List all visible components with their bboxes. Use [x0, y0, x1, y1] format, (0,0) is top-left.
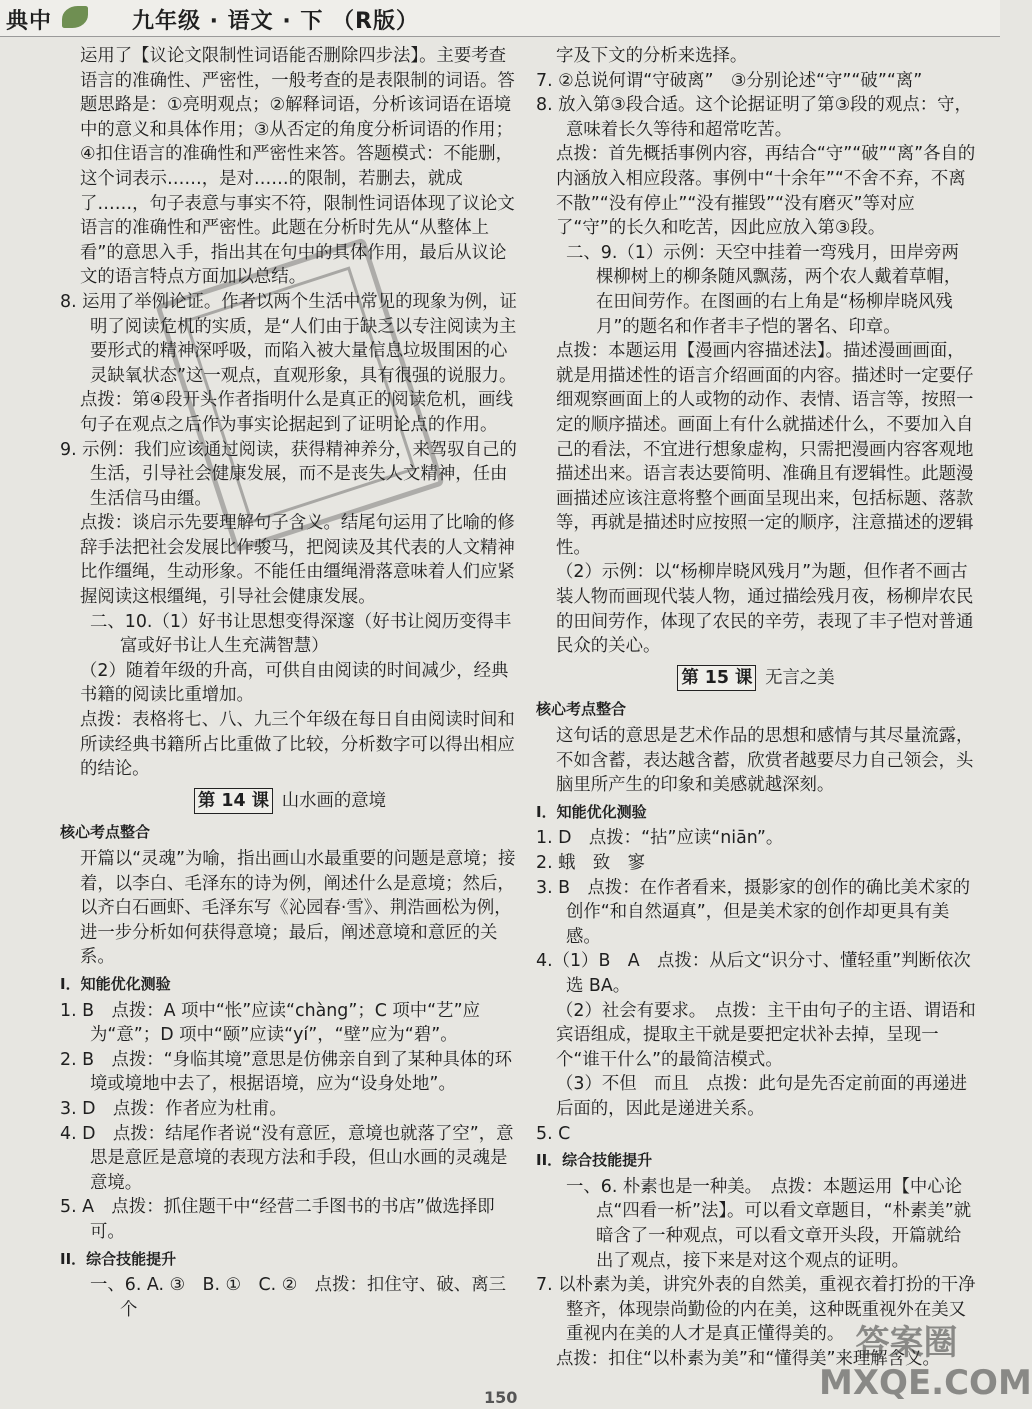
leaf-icon — [62, 6, 88, 28]
left-column — [60, 44, 520, 1322]
lesson-number: 第 14 课 — [194, 788, 273, 815]
lesson-number: 第 15 课 — [677, 665, 756, 692]
answer-paragraph: 二、9.（1）示例：天空中挂着一弯残月，田岸旁两棵柳树上的柳条随风飘荡，两个农人戴着草帽，在田间劳作。在图画的右上角是“杨柳岸晓风残月”的题名和作者丰子恺的署名、印章。 — [566, 242, 962, 337]
section-heading: II．综合技能提升 — [536, 1151, 653, 1170]
lesson-heading — [60, 788, 520, 815]
lesson-heading — [536, 665, 976, 692]
answer-paragraph: 点拨：表格将七、八、九三个年级在每日自由阅读时间和所读经典书籍所占比重做了比较，分析数字可以得出相应的结论。 — [80, 710, 515, 780]
answer-paragraph: 一、6. 朴素也是一种美。 点拨：本题运用【中心论点“四看一析”法】。可以看文章题目，“朴素美”就暗含了一种观点，可以看文章开头段，开篇就给出了观点，接下来是对这个观点的证明。 — [566, 1176, 972, 1271]
answer-paragraph: 4.（1）B A 点拨：从后文“识分寸、懂轻重”判断依次选 BA。 — [536, 951, 971, 996]
answer-paragraph: 点拨：谈启示先要理解句子含义。结尾句运用了比喻的修辞手法把社会发展比作骏马，把阅读及其代表的人文精神比作缰绳，生动形象。不能任由缰绳滑落意味着人们应紧握阅读这根缰绳，引导社会健康发展。 — [80, 513, 515, 608]
answer-paragraph: 开篇以“灵魂”为喻，指出画山水最重要的问题是意境；接着，以李白、毛泽东的诗为例，阐述什么是意境；然后，以齐白石画虾、毛泽东写《沁园春·雪》、荆浩画松为例，进一步分析如何获得意境；最后，阐述意境和意匠的关系。 — [80, 849, 516, 968]
answer-paragraph: 点拨：第④段开头作者指明什么是真正的阅读危机，画线句子在观点之后作为事实论据起到了证明论点的作用。 — [80, 390, 513, 435]
answer-paragraph: （2）示例：以“杨柳岸晓风残月”为题，但作者不画古装人物而画现代装人物，通过描绘残月夜，杨柳岸农民的田间劳作，体现了农民的辛劳，表现了丰子恺对普通民众的关心。 — [556, 562, 974, 657]
answer-paragraph: 7. ②总说何谓“守破离” ③分别论述“守”“破”“离” — [536, 70, 923, 91]
section-heading: 核心考点整合 — [536, 700, 627, 719]
lesson-title: 山水画的意境 — [281, 790, 387, 811]
answer-paragraph: 点拨：本题运用【漫画内容描述法】。描述漫画画面，就是用描述性的语言介绍画面的内容。描述时一定要仔细观察画面上的人或物的动作、表情、语言等，按照一定的顺序描述。画面上有什么就描述什么，不要加入自己的看法，不宜进行想象虚构，只需把漫画内容客观地描述出来。语言表达要简明、准确且有逻辑性。此题漫画描述应该注意将整个画面呈现出来，包括标题、落款等，再就是描述时应按照一定的顺序，注意描述的逻辑性。 — [556, 341, 974, 558]
answer-paragraph: 1. D 点拨：“拈”应读“niān”。 — [536, 828, 784, 849]
answer-paragraph: 运用了【议论文限制性词语能否删除四步法】。主要考查语言的准确性、严密性，一般考查的是表限制的词语。答题思路是：①亮明观点；②解释词语，分析该词语在语境中的意义和具体作用；③从否定的角度分析词语的作用；④扣住语言的准确性和严密性来答。答题模式：不能删，这个词表示……，是对……的限制，若删去，就成了……，句子表意与事实不符，限制性词语体现了议论文语言的准确性和严密性。此题在分析时先从“从整体上看”的意思入手，指出其在句中的具体作用，最后从议论文的语言特点方面加以总结。 — [80, 46, 515, 288]
answer-paragraph: 这句话的意思是艺术作品的思想和感情与其尽量流露，不如含蓄，表达越含蓄，欣赏者越要尽力自己领会，头脑里所产生的印象和美感就越深刻。 — [556, 726, 974, 796]
answer-paragraph: 点拨：扣住“以朴素为美”和“懂得美”来理解含义。 — [556, 1348, 940, 1369]
answer-paragraph: 一、6. A. ③ B. ① C. ② 点拨：扣住守、破、离三个 — [90, 1275, 506, 1320]
answer-paragraph: 3. B 点拨：在作者看来，摄影家的创作的确比美术家的创作“和自然逼真”，但是美术家的创作却更具有美感。 — [536, 877, 971, 947]
answer-paragraph: 8. 运用了举例论证。作者以两个生活中常见的现象为例，证明了阅读危机的实质，是“人们由于缺乏以专注阅读为主要形式的精神深呼吸，而陷入被大量信息垃圾围困的心灵缺氧状态”这一观点，直观形象，具有很强的说服力。 — [60, 291, 517, 386]
answer-paragraph: （2）随着年级的升高，可供自由阅读的时间减少，经典书籍的阅读比重增加。 — [80, 660, 509, 706]
section-heading: 核心考点整合 — [60, 823, 151, 842]
answer-paragraph: 5. C — [536, 1123, 571, 1144]
page-number: 150 — [484, 1388, 518, 1407]
lesson-title: 无言之美 — [765, 667, 835, 688]
right-column — [536, 44, 976, 1371]
section-heading: I．知能优化测验 — [536, 802, 647, 821]
answer-paragraph: 2. 蛾 致 寥 — [536, 853, 646, 873]
answer-paragraph: 9. 示例：我们应该通过阅读，获得精神养分，来驾驭自己的生活，引导社会健康发展，而不是丧失人文精神，任由生活信马由缰。 — [60, 439, 517, 509]
answer-paragraph: 4. D 点拨：结尾作者说“没有意匠，意境也就落了空”，意思是意匠是意境的表现方法和手段，但山水画的灵魂是意境。 — [60, 1123, 514, 1193]
answer-paragraph: 1. B 点拨：A 项中“怅”应读“chàng”；C 项中“艺”应为“意”；D 项中“颐”应读“yí”，“壁”应为“碧”。 — [60, 1000, 480, 1046]
answer-paragraph: 2. B 点拨：“身临其境”意思是仿佛亲自到了某种具体的环境或境地中去了，根据语境，应为“设身处地”。 — [60, 1049, 513, 1095]
page-header — [0, 0, 1000, 37]
logo-text: 典中 — [6, 9, 53, 34]
answer-paragraph: 5. A 点拨：抓住题干中“经营二手图书的书店”做选择即可。 — [60, 1197, 495, 1242]
header-title: 九年级 · 语文 · 下 （R版） — [132, 9, 419, 34]
answer-paragraph: 8. 放入第③段合适。这个论据证明了第③段的观点：守，意味着长久等待和超常吃苦。 — [536, 95, 972, 140]
answer-paragraph: 点拨：首先概括事例内容，再结合“守”“破”“离”各自的内涵放入相应段落。事例中“十余年”“不舍不弃，不离不散”“没有停止”“没有摧毁”“没有磨灭”等对应了“守”的长久和吃苦，因此应放入第③段。 — [556, 144, 976, 239]
watermark-logo: 答案圈 MXQE.COM — [819, 1323, 1032, 1403]
answer-paragraph: 二、10.（1）好书让思想变得深邃（好书让阅历变得丰富或好书让人生充满智慧） — [90, 611, 512, 657]
answer-paragraph: 7. 以朴素为美，讲究外表的自然美，重视衣着打扮的干净整齐，体现崇尚勤俭的内在美，这种既重视外在美又重视内在美的人才是真正懂得美的。 — [536, 1275, 976, 1345]
answer-paragraph: （3）不但 而且 点拨：此句是先否定前面的再递进后面的，因此是递进关系。 — [556, 1074, 968, 1119]
answer-paragraph: 字及下文的分析来选择。 — [556, 46, 748, 66]
answer-paragraph: 3. D 点拨：作者应为杜甫。 — [60, 1098, 287, 1119]
section-heading: II．综合技能提升 — [60, 1249, 177, 1268]
section-heading: I．知能优化测验 — [60, 974, 171, 993]
answer-paragraph: （2）社会有要求。 点拨：主干由句子的主语、谓语和宾语组成，提取主干就是要把定状补去掉，呈现一个“谁干什么”的最简洁模式。 — [556, 1000, 976, 1070]
book-logo — [6, 4, 96, 34]
